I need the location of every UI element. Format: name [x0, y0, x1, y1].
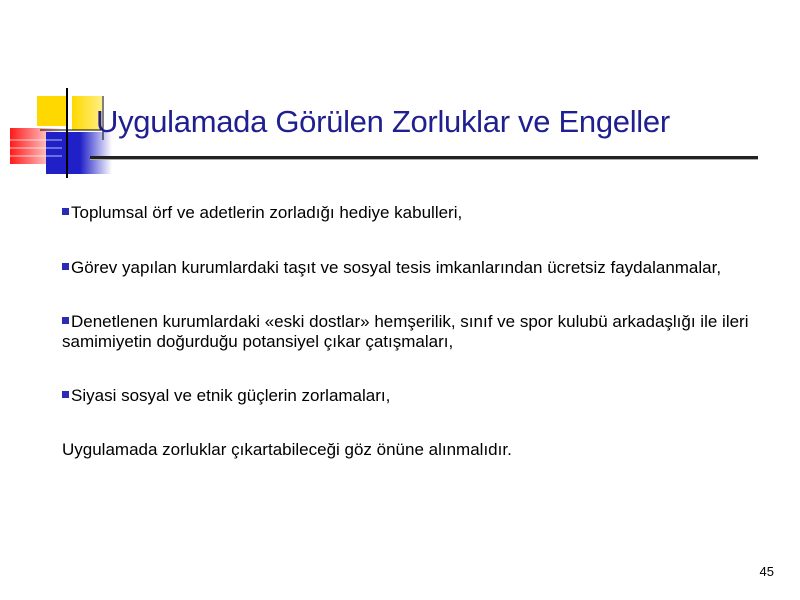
title-underline-shadow: [90, 159, 758, 160]
bullet-square-icon: [62, 208, 69, 215]
bullet-square-icon: [62, 391, 69, 398]
slide-title: Uygulamada Görülen Zorluklar ve Engeller: [96, 104, 670, 139]
yellow-square-left: [37, 96, 67, 126]
decorative-squares: [0, 0, 120, 190]
bullet-item: Görev yapılan kurumlardaki taşıt ve sosyal tesis imkanlarından ücretsiz faydalanmalar,: [62, 258, 774, 278]
bullet-item: Siyasi sosyal ve etnik güçlerin zorlamaları,: [62, 386, 774, 406]
page-number: 45: [759, 564, 774, 579]
blue-square: [46, 132, 80, 174]
bullet-square-icon: [62, 317, 69, 324]
slide-content: [62, 203, 774, 460]
bullet-item: Denetlenen kurumlardaki «eski dostlar» hemşerilik, sınıf ve spor kulubü arkadaşlığı ile ileri samimiyetin doğurduğu potansiyel çıkar çatışmaları,: [62, 312, 749, 351]
bullet-item: Toplumsal örf ve adetlerin zorladığı hediye kabulleri,: [62, 203, 774, 223]
closing-statement: Uygulamada zorluklar çıkartabileceği göz önüne alınmalıdır.: [62, 440, 512, 459]
bullet-square-icon: [62, 263, 69, 270]
